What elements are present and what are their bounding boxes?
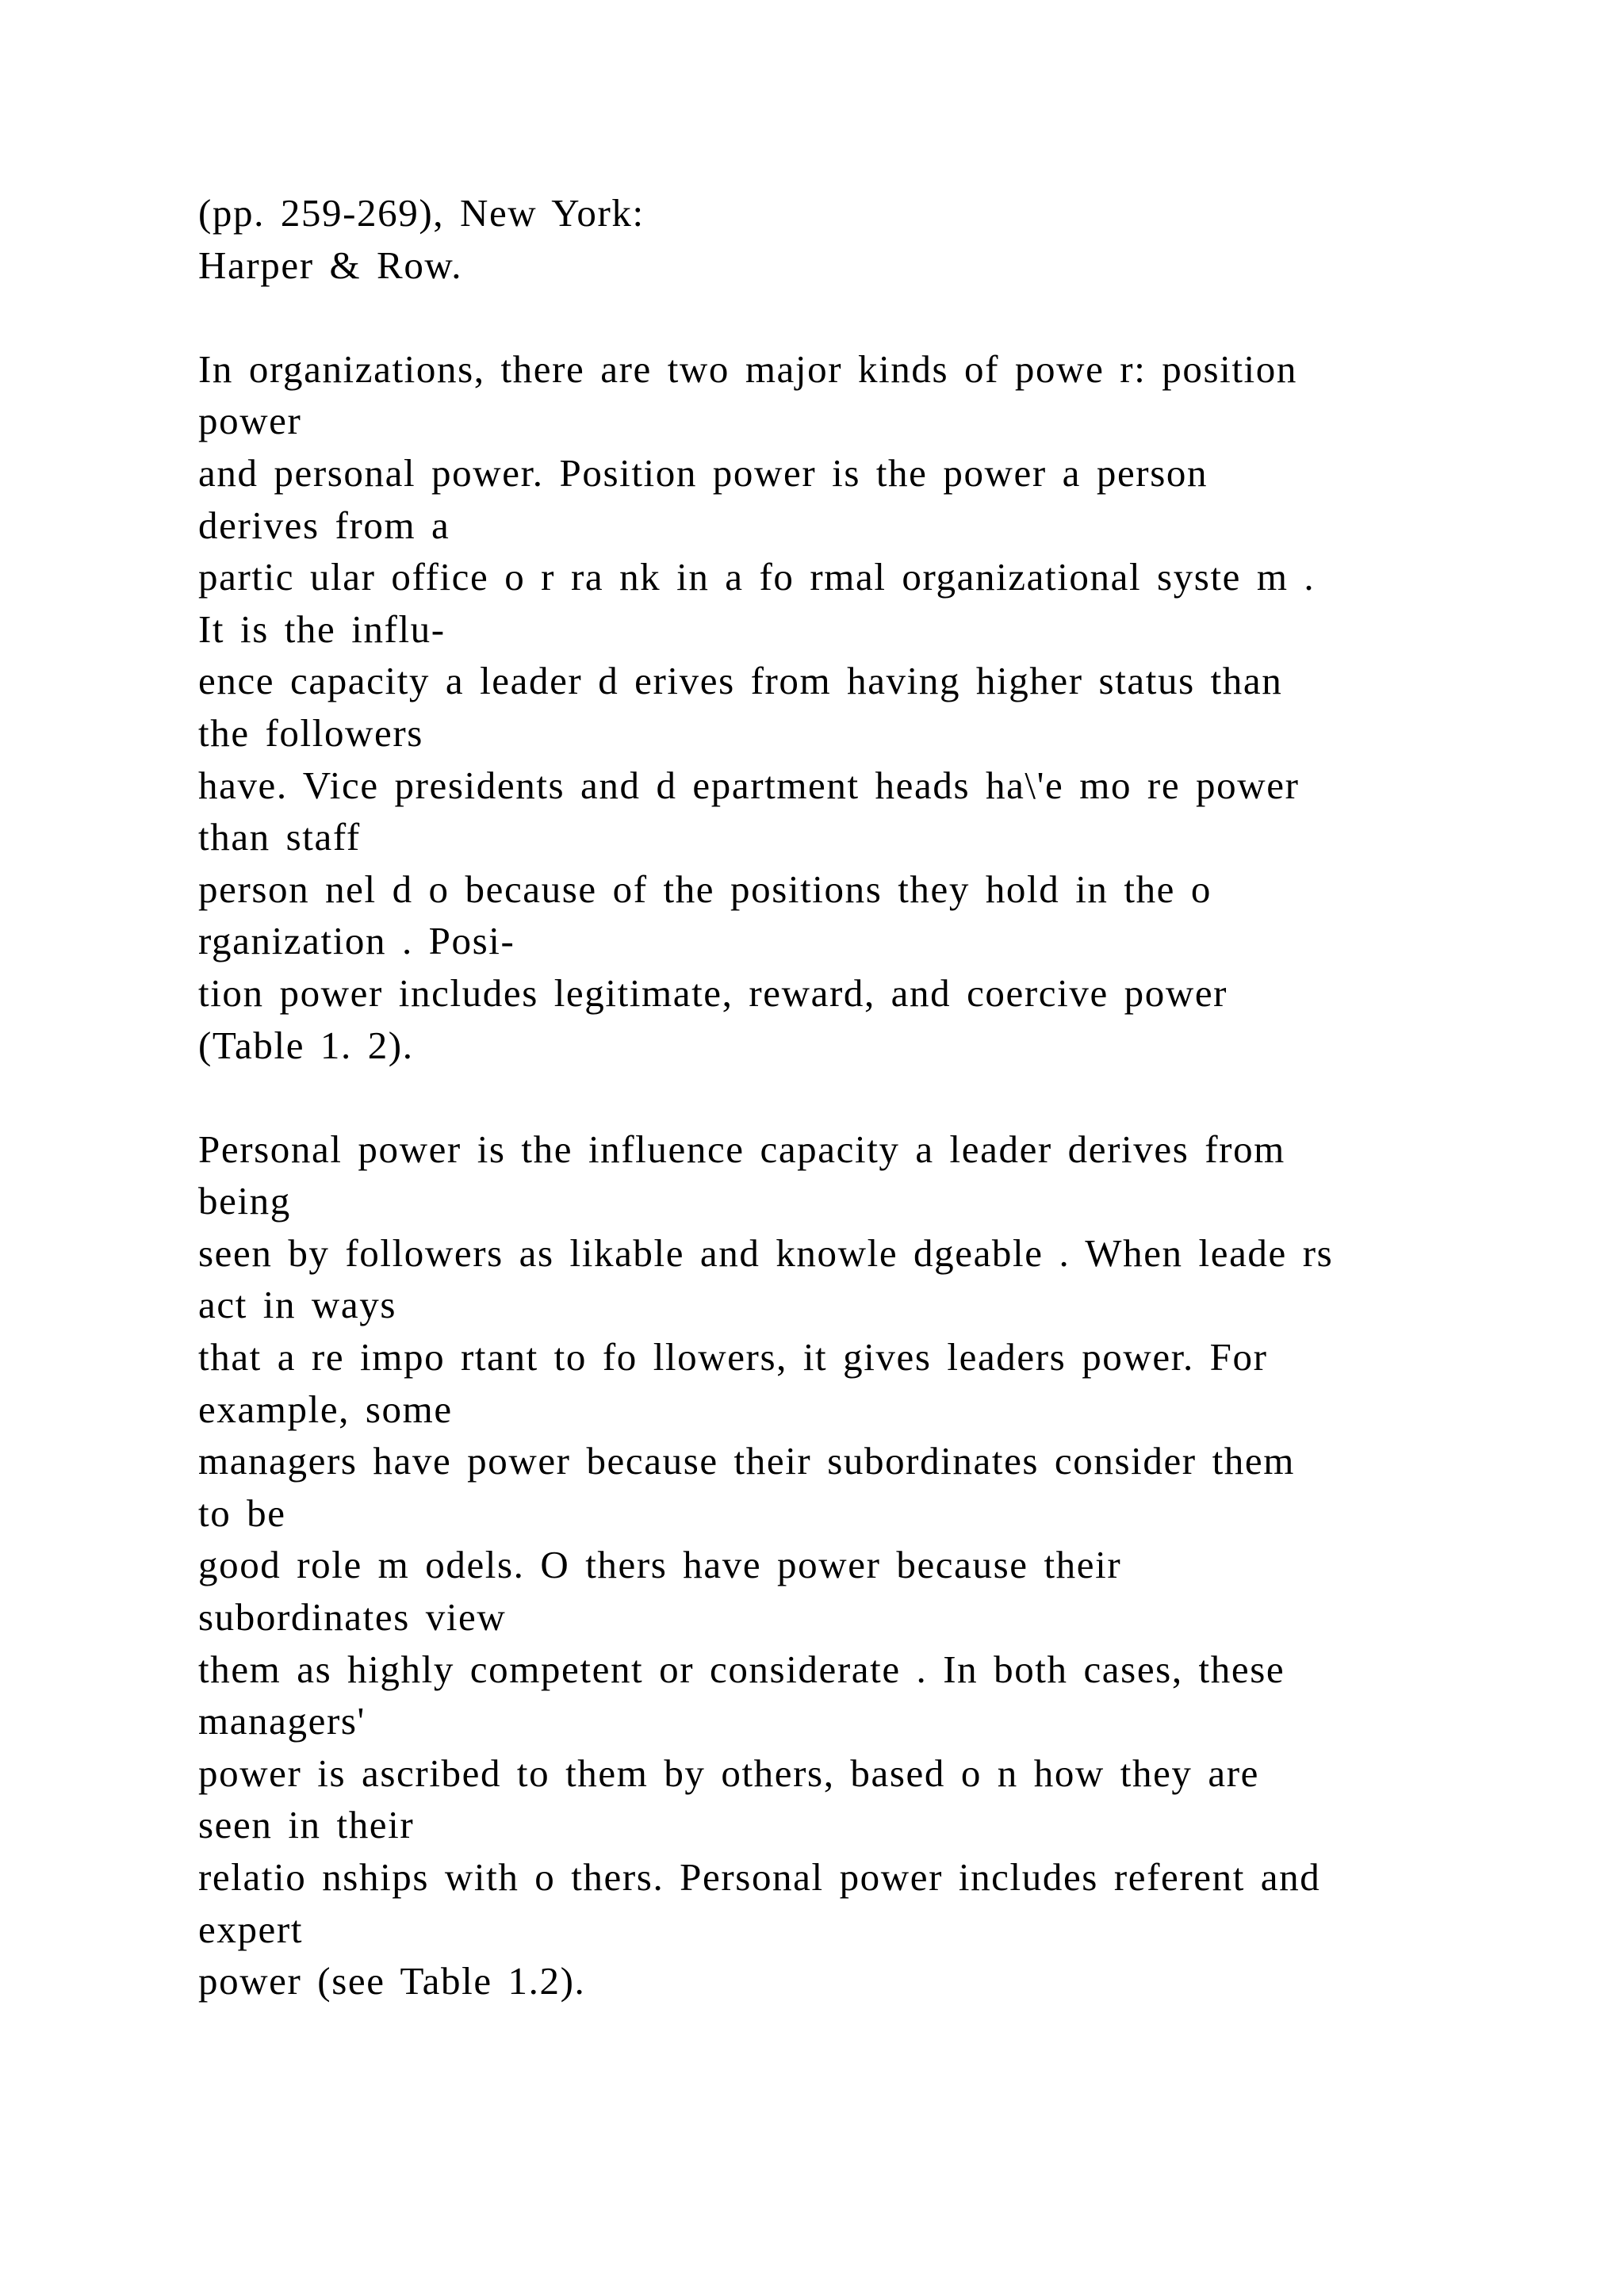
paragraph-break [198, 1071, 1499, 1123]
text-line: act in ways [198, 1283, 397, 1327]
text-line: seen by followers as likable and knowle dgeable . When leade rs [198, 1230, 1334, 1275]
text-line: to be [198, 1490, 286, 1535]
text-line: relatio nships with o thers. Personal power includes referent and [198, 1855, 1321, 1899]
text-line: power (see Table 1.2). [198, 1959, 586, 2003]
paragraph-break [198, 291, 1499, 343]
text-line: expert [198, 1907, 304, 1951]
text-line: seen in their [198, 1803, 415, 1847]
text-line: partic ular office o r ra nk in a fo rmal organizational syste m . [198, 555, 1316, 599]
text-line: that a re impo rtant to fo llowers, it gives leaders power. For [198, 1335, 1268, 1380]
text-line: tion power includes legitimate, reward, and coercive power [198, 970, 1228, 1015]
text-line: (Table 1. 2). [198, 1023, 414, 1067]
text-line: (pp. 259-269), New York: [198, 191, 645, 235]
text-line: power is ascribed to them by others, based o n how they are [198, 1751, 1259, 1795]
text-line: power [198, 399, 302, 443]
text-line: In organizations, there are two major kinds of powe r: position [198, 346, 1297, 391]
text-line: and personal power. Position power is the power a person [198, 450, 1208, 495]
text-line: being [198, 1179, 291, 1223]
text-line: managers have power because their subordinates consider them [198, 1439, 1295, 1483]
text-line: ence capacity a leader d erives from having higher status than [198, 659, 1283, 703]
body-text [198, 187, 1499, 2007]
text-line: rganization . Posi- [198, 919, 515, 963]
text-line: have. Vice presidents and d epartment heads ha\'e mo re power [198, 763, 1300, 807]
text-line: subordinates view [198, 1595, 507, 1640]
text-line: person nel d o because of the positions they hold in the o [198, 867, 1212, 911]
text-line: than staff [198, 815, 361, 859]
text-line: Personal power is the influence capacity a leader derives from [198, 1127, 1285, 1171]
text-line: good role m odels. O thers have power because their [198, 1543, 1122, 1587]
text-line: the followers [198, 710, 423, 755]
text-line: them as highly competent or considerate . In both cases, these [198, 1647, 1285, 1691]
text-line: It is the influ- [198, 607, 446, 651]
text-line: example, some [198, 1387, 453, 1431]
text-line: managers' [198, 1699, 366, 1743]
text-line: Harper & Row. [198, 243, 463, 287]
text-line: derives from a [198, 503, 450, 547]
